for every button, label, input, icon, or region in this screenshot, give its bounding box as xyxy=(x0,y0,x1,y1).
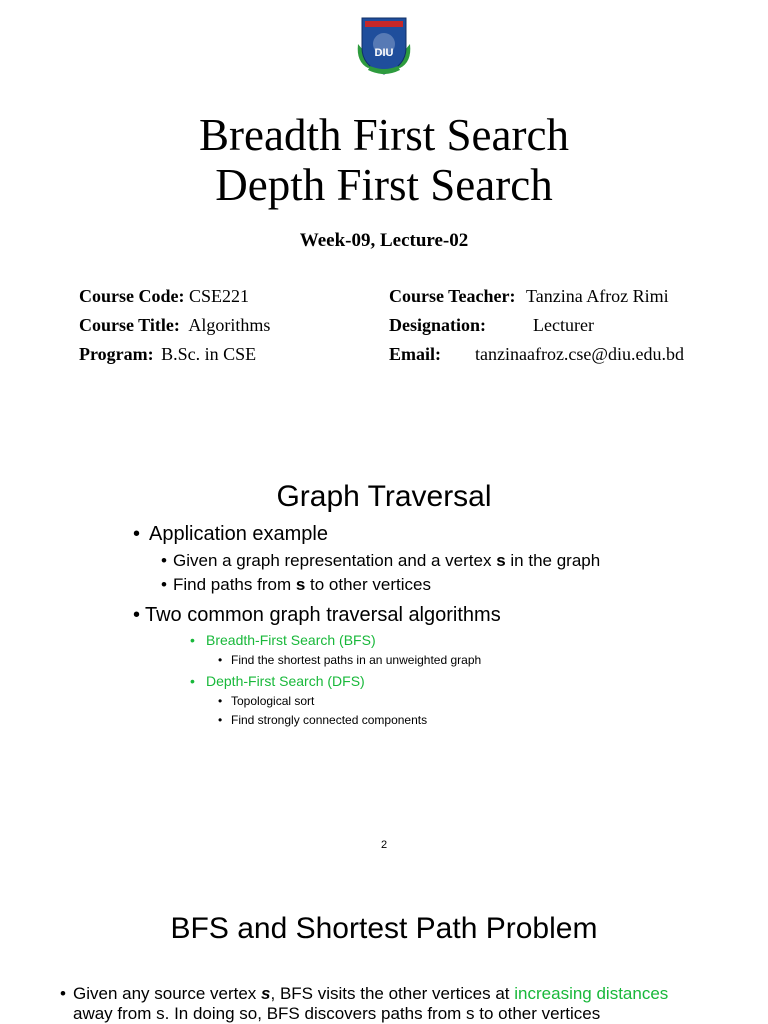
email-row xyxy=(389,344,441,365)
slide3-line-2: away from s. In doing so, BFS discovers paths from s to other vertices xyxy=(73,1004,601,1023)
bfs-sub-item: • Find the shortest paths in an unweighted graph xyxy=(218,653,482,667)
sub-bullet-given: • Given a graph representation and a vertex s in the graph xyxy=(161,551,601,570)
slide3-title: BFS and Shortest Path Problem xyxy=(170,912,598,945)
slide3-line-1: • Given any source vertex s, BFS visits the other vertices at increasing distances xyxy=(60,984,669,1003)
page-number: 2 xyxy=(380,839,388,851)
dfs-item: • Depth-First Search (DFS) xyxy=(190,673,365,689)
logo-text: DIU xyxy=(374,47,394,59)
sub-bullet-paths-pre: Find paths from xyxy=(173,575,296,594)
program-value: B.Sc. in CSE xyxy=(161,344,257,364)
slide3-line1-bold: s xyxy=(261,984,271,1003)
email-value: tanzinaafroz.cse@diu.edu.bd xyxy=(475,344,684,364)
bfs-text: Breadth-First Search (BFS) xyxy=(206,632,376,648)
course-code-row xyxy=(79,286,249,307)
designation-row xyxy=(389,315,486,336)
course-title-row xyxy=(79,315,270,336)
sub-bullet-paths-post: to other vertices xyxy=(305,575,431,594)
title-line-2: Depth First Search xyxy=(215,160,553,210)
slide3-line1-green: increasing distances xyxy=(514,984,669,1003)
course-title-label: Course Title: xyxy=(79,315,180,335)
sub-bullet-paths: • Find paths from s to other vertices xyxy=(161,575,431,594)
teacher-value: Tanzina Afroz Rimi xyxy=(525,286,669,306)
bullet-application: • Application example xyxy=(133,523,328,545)
bullet-application-text: Application example xyxy=(149,523,328,545)
bullet-two-common-text: Two common graph traversal algorithms xyxy=(145,604,501,626)
course-title-value: Algorithms xyxy=(188,315,271,335)
teacher-row xyxy=(389,286,669,307)
bfs-sub-text: Find the shortest paths in an unweighted graph xyxy=(231,653,482,667)
sub-bullet-given-bold: s xyxy=(496,551,506,570)
slide2-title: Graph Traversal xyxy=(276,480,492,513)
diu-logo xyxy=(354,14,414,76)
sub-bullet-paths-bold: s xyxy=(295,575,306,594)
dfs-sub-text-2: Find strongly connected components xyxy=(231,713,428,727)
slide3-line1-pre: Given any source vertex xyxy=(73,984,262,1003)
slide3-line1-mid: , BFS visits the other vertices at xyxy=(270,984,515,1003)
designation-label: Designation: xyxy=(389,315,487,335)
email-label: Email: xyxy=(389,344,441,364)
course-code-label: Course Code: xyxy=(79,286,185,306)
dfs-sub-text-1: Topological sort xyxy=(231,694,315,708)
bfs-item: • Breadth-First Search (BFS) xyxy=(190,632,376,648)
dfs-sub-item-1: • Topological sort xyxy=(218,694,315,708)
course-code-value: CSE221 xyxy=(189,286,250,306)
designation-value: Lecturer xyxy=(533,315,594,335)
teacher-label: Course Teacher: xyxy=(389,286,516,306)
sub-bullet-given-post: in the graph xyxy=(505,551,601,570)
lecture-subtitle: Week-09, Lecture-02 xyxy=(299,230,469,251)
title-line-1: Breadth First Search xyxy=(199,110,569,160)
dfs-text: Depth-First Search (DFS) xyxy=(206,673,365,689)
dfs-sub-item-2: • Find strongly connected components xyxy=(218,713,428,727)
program-label: Program: xyxy=(79,344,154,364)
program-row xyxy=(79,344,256,365)
sub-bullet-given-pre: Given a graph representation and a vertex xyxy=(173,551,497,570)
bullet-two-common: • Two common graph traversal algorithms xyxy=(133,604,501,626)
